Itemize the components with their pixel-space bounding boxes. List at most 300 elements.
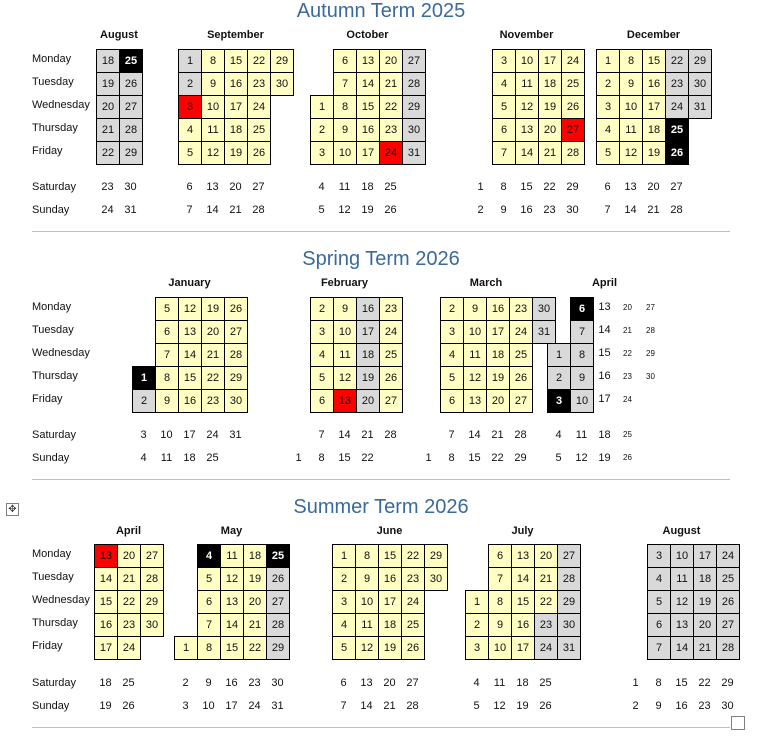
day-cell: 15: [356, 95, 380, 119]
day-cell: 6: [570, 297, 594, 321]
weekend-day: 25: [122, 677, 135, 689]
weekend-day: 10: [160, 429, 173, 441]
weekend-day: 21: [361, 429, 374, 441]
weekend-day: 1: [477, 181, 484, 193]
day-cell: 22: [243, 636, 267, 660]
day-cell: 29: [557, 590, 581, 614]
day-cell: 9: [201, 72, 225, 96]
day-cell: 8: [333, 95, 357, 119]
day-cell: 28: [557, 567, 581, 591]
weekend-day: 31: [229, 429, 242, 441]
day-cell: 21: [243, 613, 267, 637]
day-cell: 14: [220, 613, 244, 637]
day-cell: 29: [140, 590, 164, 614]
day-cell: 29: [270, 49, 294, 73]
day-cell: 5: [332, 636, 356, 660]
day-cell: 9: [355, 567, 379, 591]
day-cell: 15: [178, 366, 202, 390]
day-cell: 13: [356, 49, 380, 73]
day-cell: 5: [647, 590, 671, 614]
day-cell: 31: [402, 141, 426, 165]
day-cell: 19: [693, 590, 717, 614]
day-cell: 11: [355, 613, 379, 637]
weekend-day: 19: [99, 700, 112, 712]
weekend-day: 13: [360, 677, 373, 689]
month-label: February: [320, 277, 369, 289]
day-cell: 24: [379, 141, 403, 165]
day-cell: 17: [94, 636, 118, 660]
weekday-label: Sunday: [32, 700, 70, 712]
weekend-day: 22: [543, 181, 556, 193]
day-cell: 1: [547, 343, 571, 367]
day-cell: 21: [96, 118, 120, 142]
day-cell: 23: [117, 613, 141, 637]
day-cell: 30: [140, 613, 164, 637]
weekend-day: 25: [539, 677, 552, 689]
day-cell: 24: [117, 636, 141, 660]
weekend-day: 14: [468, 429, 481, 441]
weekend-day: 23: [101, 181, 114, 193]
weekend-day: 30: [721, 700, 734, 712]
day-cell: 16: [94, 613, 118, 637]
weekend-day: 21: [229, 204, 242, 216]
day-number: 21: [623, 326, 632, 335]
weekend-day: 26: [623, 453, 632, 462]
day-cell: 5: [440, 366, 464, 390]
weekend-day: 5: [555, 452, 562, 464]
weekday-label: Sunday: [32, 452, 70, 464]
weekday-label: Monday: [32, 53, 72, 65]
day-cell: 17: [224, 95, 248, 119]
day-cell: 4: [492, 72, 516, 96]
day-cell: 15: [642, 49, 666, 73]
day-cell: 27: [402, 49, 426, 73]
weekday-label: Friday: [32, 393, 63, 405]
day-cell: 23: [201, 389, 225, 413]
day-cell: 18: [378, 613, 402, 637]
day-cell: 23: [401, 567, 425, 591]
day-number: 14: [598, 324, 611, 336]
weekend-day: 10: [202, 700, 215, 712]
day-cell: 27: [379, 389, 403, 413]
day-cell: 27: [509, 389, 533, 413]
day-cell: 12: [333, 366, 357, 390]
day-cell: 24: [401, 590, 425, 614]
day-cell: 10: [619, 95, 643, 119]
weekend-day: 3: [182, 700, 189, 712]
day-cell: 5: [310, 366, 334, 390]
day-cell: 2: [547, 366, 571, 390]
day-cell: 3: [310, 320, 334, 344]
move-handle-icon[interactable]: ✥: [6, 503, 19, 516]
day-cell: 22: [96, 141, 120, 165]
day-cell: 20: [693, 613, 717, 637]
day-cell: 5: [596, 141, 620, 165]
weekend-day: 6: [186, 181, 193, 193]
weekend-day: 1: [425, 452, 432, 464]
day-cell: 27: [224, 320, 248, 344]
day-cell: 10: [333, 320, 357, 344]
day-cell: 1: [465, 590, 489, 614]
day-cell: 30: [270, 72, 294, 96]
day-cell: 16: [178, 389, 202, 413]
weekday-label: Saturday: [32, 181, 77, 193]
day-cell: 29: [266, 636, 290, 660]
day-number: 22: [623, 349, 632, 358]
weekday-label: Tuesday: [32, 76, 74, 88]
day-cell: 10: [488, 636, 512, 660]
weekend-day: 12: [575, 452, 588, 464]
weekend-day: 26: [122, 700, 135, 712]
day-cell: 13: [515, 118, 539, 142]
day-cell: 29: [119, 141, 143, 165]
day-cell: 25: [247, 118, 271, 142]
day-cell: 1: [174, 636, 198, 660]
weekend-day: 17: [183, 429, 196, 441]
day-cell: 2: [178, 72, 202, 96]
day-cell: 8: [355, 544, 379, 568]
weekend-day: 8: [318, 452, 325, 464]
weekend-day: 4: [555, 429, 562, 441]
day-cell: 19: [243, 567, 267, 591]
weekend-day: 23: [248, 677, 261, 689]
day-cell: 26: [224, 297, 248, 321]
day-cell: 14: [670, 636, 694, 660]
day-cell: 7: [488, 567, 512, 591]
day-cell: 6: [647, 613, 671, 637]
day-cell: 18: [243, 544, 267, 568]
day-cell: 16: [511, 613, 535, 637]
weekday-label: Friday: [32, 145, 63, 157]
weekend-day: 5: [473, 700, 480, 712]
weekend-day: 15: [675, 677, 688, 689]
day-cell: 24: [534, 636, 558, 660]
day-cell: 29: [402, 95, 426, 119]
weekend-day: 29: [514, 452, 527, 464]
weekend-day: 2: [632, 700, 639, 712]
weekend-day: 31: [124, 204, 137, 216]
day-cell: 17: [486, 320, 510, 344]
weekend-day: 25: [206, 452, 219, 464]
day-cell: 21: [534, 567, 558, 591]
day-cell: 28: [402, 72, 426, 96]
day-cell: 26: [266, 567, 290, 591]
weekend-day: 11: [575, 429, 588, 441]
day-cell: 10: [515, 49, 539, 73]
month-label: March: [469, 277, 503, 289]
weekend-day: 28: [406, 700, 419, 712]
weekend-day: 22: [698, 677, 711, 689]
day-cell: 17: [693, 544, 717, 568]
weekend-day: 11: [338, 181, 351, 193]
day-cell: 2: [596, 72, 620, 96]
weekend-day: 18: [183, 452, 196, 464]
weekend-day: 31: [271, 700, 284, 712]
weekend-day: 24: [101, 204, 114, 216]
day-cell: 16: [356, 297, 380, 321]
day-cell: 27: [716, 613, 740, 637]
day-cell: 19: [356, 366, 380, 390]
day-cell: 16: [224, 72, 248, 96]
day-cell: 28: [119, 118, 143, 142]
day-cell: 26: [665, 141, 689, 165]
day-cell: 28: [561, 141, 585, 165]
day-cell: 4: [440, 343, 464, 367]
weekend-day: 17: [225, 700, 238, 712]
day-cell: 11: [220, 544, 244, 568]
weekday-label: Saturday: [32, 677, 77, 689]
weekend-day: 13: [206, 181, 219, 193]
day-cell: 13: [333, 389, 357, 413]
day-cell: 6: [333, 49, 357, 73]
day-cell: 6: [197, 590, 221, 614]
day-cell: 12: [201, 141, 225, 165]
section-divider: [32, 727, 730, 728]
weekend-day: 30: [124, 181, 137, 193]
day-cell: 12: [220, 567, 244, 591]
day-cell: 3: [647, 544, 671, 568]
weekend-day: 27: [252, 181, 265, 193]
day-cell: 27: [140, 544, 164, 568]
weekend-day: 14: [360, 700, 373, 712]
weekend-day: 27: [670, 181, 683, 193]
weekend-day: 6: [604, 181, 611, 193]
section-divider: [32, 231, 730, 232]
weekend-day: 13: [624, 181, 637, 193]
day-cell: 25: [561, 72, 585, 96]
weekend-day: 6: [340, 677, 347, 689]
day-cell: 10: [463, 320, 487, 344]
weekday-label: Tuesday: [32, 324, 74, 336]
day-cell: 1: [596, 49, 620, 73]
day-cell: 4: [596, 118, 620, 142]
weekend-day: 22: [491, 452, 504, 464]
day-number: 23: [623, 372, 632, 381]
day-cell: 24: [716, 544, 740, 568]
day-cell: 25: [401, 613, 425, 637]
weekend-day: 30: [271, 677, 284, 689]
day-cell: 12: [515, 95, 539, 119]
weekend-day: 5: [318, 204, 325, 216]
weekend-day: 30: [566, 204, 579, 216]
day-cell: 18: [538, 72, 562, 96]
day-cell: 24: [561, 49, 585, 73]
day-cell: 9: [155, 389, 179, 413]
day-cell: 4: [647, 567, 671, 591]
day-cell: 20: [356, 389, 380, 413]
day-cell: 6: [488, 544, 512, 568]
day-cell: 2: [440, 297, 464, 321]
month-label: January: [168, 277, 211, 289]
day-cell: 14: [511, 567, 535, 591]
day-cell: 17: [511, 636, 535, 660]
weekday-label: Monday: [32, 548, 72, 560]
day-cell: 20: [379, 49, 403, 73]
day-cell: 29: [224, 366, 248, 390]
day-cell: 3: [332, 590, 356, 614]
weekday-label: Thursday: [32, 370, 78, 382]
day-cell: 18: [356, 343, 380, 367]
day-cell: 21: [693, 636, 717, 660]
day-cell: 12: [355, 636, 379, 660]
term-title: Autumn Term 2025: [296, 0, 466, 22]
weekend-day: 11: [160, 452, 173, 464]
day-cell: 7: [570, 320, 594, 344]
day-number: 29: [646, 349, 655, 358]
weekday-label: Monday: [32, 301, 72, 313]
month-label: July: [511, 525, 534, 537]
day-cell: 15: [220, 636, 244, 660]
day-cell: 1: [132, 366, 156, 390]
day-number: 24: [623, 395, 632, 404]
weekend-day: 15: [468, 452, 481, 464]
weekend-day: 28: [670, 204, 683, 216]
day-cell: 9: [463, 297, 487, 321]
day-cell: 5: [197, 567, 221, 591]
day-cell: 19: [201, 297, 225, 321]
weekend-day: 12: [493, 700, 506, 712]
weekend-day: 8: [500, 181, 507, 193]
day-cell: 26: [247, 141, 271, 165]
day-cell: 14: [356, 72, 380, 96]
day-cell: 21: [538, 141, 562, 165]
weekend-day: 29: [566, 181, 579, 193]
day-cell: 16: [378, 567, 402, 591]
weekend-day: 16: [520, 204, 533, 216]
day-cell: 10: [355, 590, 379, 614]
day-cell: 18: [96, 49, 120, 73]
month-label: April: [115, 525, 142, 537]
weekend-day: 23: [698, 700, 711, 712]
day-cell: 3: [178, 95, 202, 119]
day-cell: 14: [515, 141, 539, 165]
day-cell: 11: [515, 72, 539, 96]
day-cell: 30: [224, 389, 248, 413]
day-cell: 5: [178, 141, 202, 165]
day-cell: 9: [333, 297, 357, 321]
weekend-day: 18: [598, 429, 611, 441]
day-cell: 3: [440, 320, 464, 344]
day-cell: 13: [220, 590, 244, 614]
day-cell: 27: [266, 590, 290, 614]
day-cell: 8: [155, 366, 179, 390]
day-cell: 20: [534, 544, 558, 568]
day-cell: 30: [688, 72, 712, 96]
weekend-day: 2: [182, 677, 189, 689]
day-cell: 20: [117, 544, 141, 568]
weekend-day: 7: [448, 429, 455, 441]
weekend-day: 18: [516, 677, 529, 689]
day-cell: 2: [132, 389, 156, 413]
month-label: September: [207, 29, 264, 41]
day-cell: 2: [310, 297, 334, 321]
day-cell: 22: [665, 49, 689, 73]
month-label: December: [626, 29, 681, 41]
day-number: 15: [598, 347, 611, 359]
weekend-day: 3: [140, 429, 147, 441]
month-label: June: [376, 525, 403, 537]
day-cell: 8: [197, 636, 221, 660]
day-cell: 31: [557, 636, 581, 660]
day-cell: 4: [332, 613, 356, 637]
weekend-day: 28: [384, 429, 397, 441]
weekend-day: 21: [647, 204, 660, 216]
day-cell: 23: [379, 118, 403, 142]
day-cell: 15: [224, 49, 248, 73]
weekend-day: 27: [406, 677, 419, 689]
day-cell: 9: [619, 72, 643, 96]
weekend-day: 4: [318, 181, 325, 193]
day-cell: 12: [178, 297, 202, 321]
day-cell: 26: [119, 72, 143, 96]
day-cell: 27: [561, 118, 585, 142]
weekend-day: 15: [520, 181, 533, 193]
day-cell: 21: [201, 343, 225, 367]
weekend-day: 15: [338, 452, 351, 464]
day-number: 27: [646, 303, 655, 312]
weekday-label: Thursday: [32, 617, 78, 629]
weekend-day: 4: [473, 677, 480, 689]
weekend-day: 28: [252, 204, 265, 216]
weekend-day: 21: [491, 429, 504, 441]
day-cell: 31: [688, 95, 712, 119]
day-cell: 18: [642, 118, 666, 142]
day-cell: 9: [488, 613, 512, 637]
weekend-day: 8: [448, 452, 455, 464]
day-cell: 19: [224, 141, 248, 165]
day-cell: 29: [688, 49, 712, 73]
weekend-day: 14: [624, 204, 637, 216]
day-cell: 28: [140, 567, 164, 591]
day-cell: 7: [492, 141, 516, 165]
day-cell: 30: [402, 118, 426, 142]
day-cell: 6: [440, 389, 464, 413]
weekend-day: 7: [604, 204, 611, 216]
day-cell: 14: [178, 343, 202, 367]
weekend-day: 1: [632, 677, 639, 689]
weekday-label: Thursday: [32, 122, 78, 134]
weekend-day: 28: [514, 429, 527, 441]
day-number: 17: [598, 393, 611, 405]
day-cell: 8: [570, 343, 594, 367]
day-cell: 20: [96, 95, 120, 119]
day-cell: 17: [642, 95, 666, 119]
weekend-day: 16: [225, 677, 238, 689]
day-cell: 28: [266, 613, 290, 637]
end-box-icon: [731, 716, 745, 730]
weekend-day: 24: [206, 429, 219, 441]
day-cell: 13: [178, 320, 202, 344]
weekend-day: 7: [186, 204, 193, 216]
day-cell: 20: [538, 118, 562, 142]
weekday-label: Wednesday: [32, 347, 90, 359]
day-cell: 27: [557, 544, 581, 568]
month-label: November: [499, 29, 554, 41]
day-cell: 3: [596, 95, 620, 119]
day-cell: 23: [247, 72, 271, 96]
day-cell: 29: [424, 544, 448, 568]
weekend-day: 9: [205, 677, 212, 689]
weekend-day: 25: [623, 430, 632, 439]
day-number: 30: [646, 372, 655, 381]
day-cell: 1: [332, 544, 356, 568]
day-cell: 7: [155, 343, 179, 367]
weekday-label: Wednesday: [32, 99, 90, 111]
weekend-day: 29: [721, 677, 734, 689]
day-cell: 5: [155, 297, 179, 321]
weekend-day: 19: [598, 452, 611, 464]
weekend-day: 4: [140, 452, 147, 464]
